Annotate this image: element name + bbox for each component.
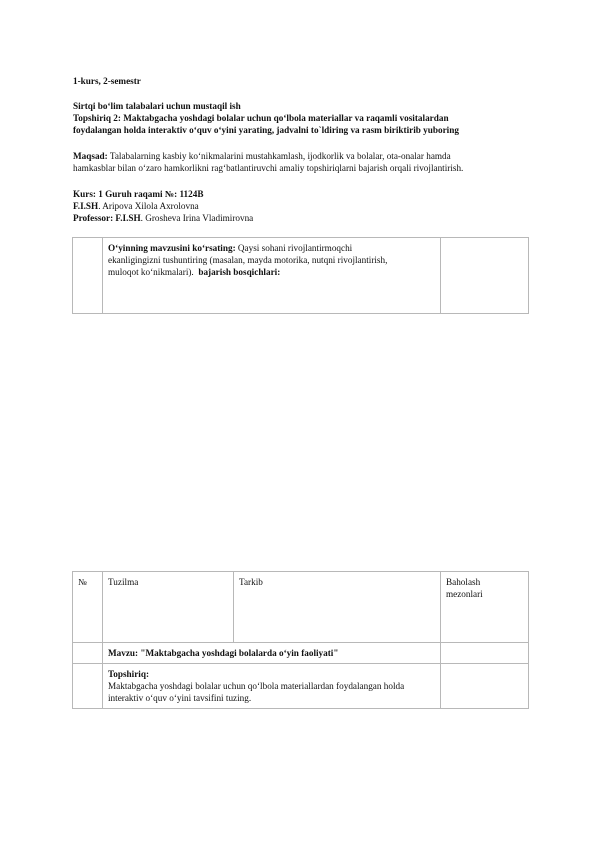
row-topic-criteria — [441, 643, 529, 664]
course-line: 1-kurs, 2-semestr — [73, 76, 141, 86]
section-title: Sirtqi bo‘lim talabalari uchun mustaqil ish — [73, 101, 241, 111]
task-title-line-2: foydalangan holda interaktiv o‘quv o‘yini yarating, jadvalni to`ldiring va rasm biriktirib yuboring — [73, 125, 459, 135]
topic-label: O‘yinning mavzusini ko‘rsating: — [108, 243, 236, 253]
goal-line-2: hamkasblar bilan o‘zaro hamkorlikni rag‘batlantiruvchi amaliy topshiriqlarni bajarish orqali rivojlantirish. — [73, 163, 464, 173]
row-task-content — [103, 664, 441, 709]
row-topic-number — [73, 643, 103, 664]
topic-text-2: ekanligingizni tushuntiring (masalan, mayda motorika, nutqni rivojlantirish, — [108, 255, 388, 265]
goal-line-1 — [73, 150, 451, 162]
header-criteria: Baholash mezonlari — [441, 572, 529, 643]
topic-table-cell-empty — [441, 238, 529, 314]
topic-table — [72, 237, 529, 314]
topic-text-1: Qaysi sohani rivojlantirmoqchi — [235, 243, 353, 253]
student-info — [73, 200, 199, 212]
steps-label: bajarish bosqichlari: — [198, 267, 281, 277]
student-name: . Aripova Xilola Axrolovna — [98, 201, 199, 211]
student-label: F.I.SH — [73, 201, 99, 211]
row-task-criteria — [441, 664, 529, 709]
task-text-2: interaktiv o‘quv o‘yini tavsifini tuzing. — [108, 693, 252, 703]
goal-label: Maqsad: — [73, 151, 108, 161]
group-info: Kurs: 1 Guruh raqami №: 1124B — [73, 189, 204, 199]
professor-name: . Grosheva Irina Vladimirovna — [140, 213, 254, 223]
table-row — [73, 664, 529, 709]
row-topic-title: Mavzu: "Maktabgacha yoshdagi bolalarda o‘yin faoliyati" — [103, 643, 441, 664]
structure-table — [72, 571, 529, 709]
task-text-1: Maktabgacha yoshdagi bolalar uchun qo‘lbola materiallardan foydalangan holda — [108, 681, 405, 691]
header-structure: Tuzilma — [103, 572, 234, 643]
task-label: Topshiriq: — [108, 669, 150, 679]
topic-table-cell-description — [103, 238, 441, 314]
table-row — [73, 643, 529, 664]
header-content: Tarkib — [234, 572, 441, 643]
header-number: № — [73, 572, 103, 643]
topic-table-cell-number — [73, 238, 103, 314]
row-task-number — [73, 664, 103, 709]
task-title-line-1: Topshiriq 2: Maktabgacha yoshdagi bolalar uchun qo‘lbola materiallar va raqamli vositalardan — [73, 113, 449, 123]
goal-text-1: Talabalarning kasbiy ko‘nikmalarini mustahkamlash, ijodkorlik va bolalar, ota-onalar hamda — [107, 151, 451, 161]
professor-label: Professor: F.I.SH — [73, 213, 141, 223]
professor-info — [73, 212, 253, 224]
topic-text-3: muloqot ko‘nikmalari). — [108, 267, 194, 277]
table-header-row — [73, 572, 529, 643]
